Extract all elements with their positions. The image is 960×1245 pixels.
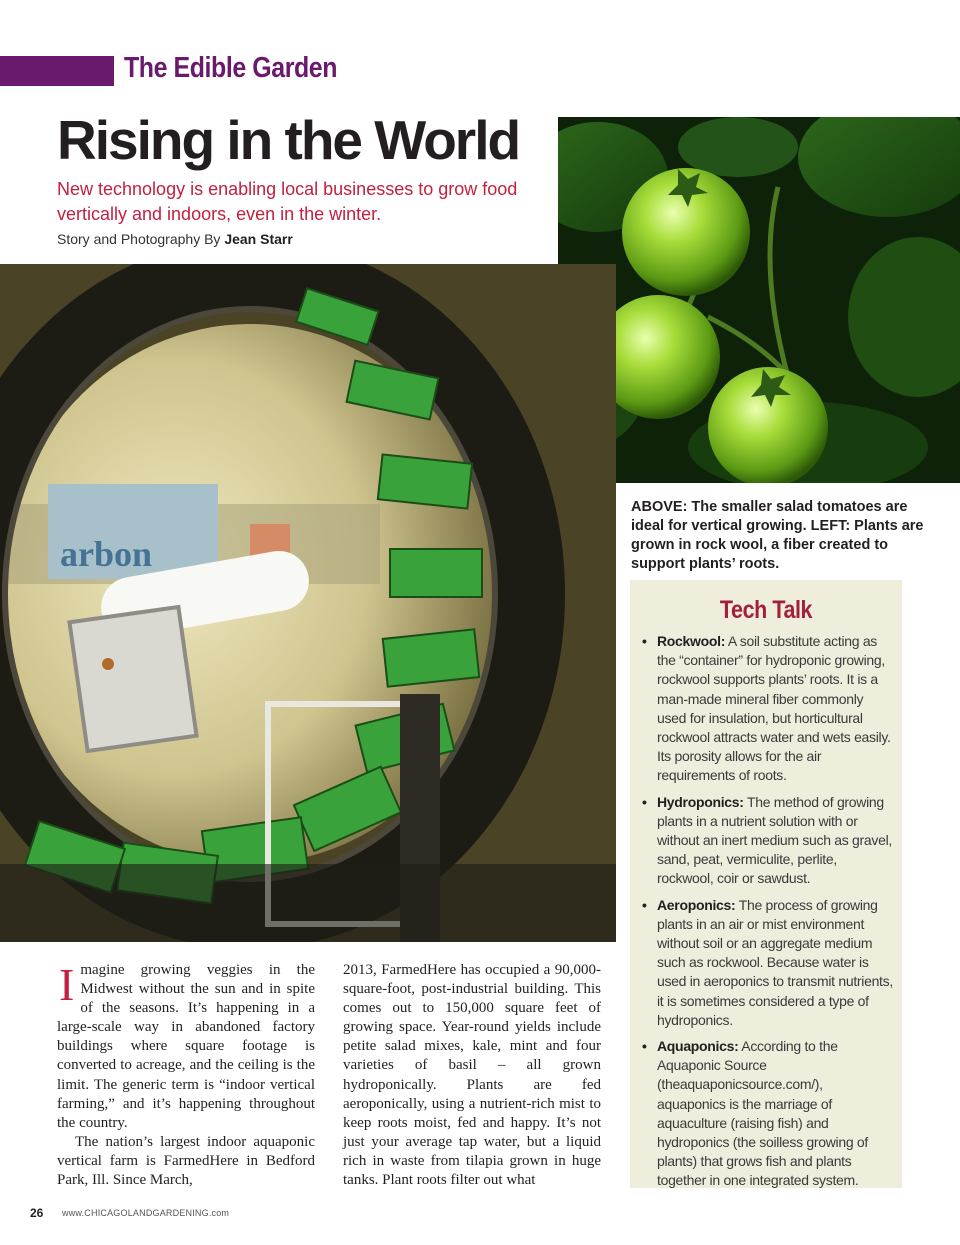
term-hydroponics: Hydroponics: [657, 793, 744, 810]
sign-text: arbon [60, 534, 153, 574]
definition-aeroponics: The process of growing plants in an air or mist environment without soil or an aggregate medium such as rockwool. Because water is used in aeroponics to transmit nutrients, it is sometimes considered a type of hydroponics. [657, 896, 893, 1028]
article-dek: New technology is enabling local businesses to grow food vertically and indoors, even in the winter. [57, 179, 518, 224]
footer-url: www.CHICAGOLANDGARDENING.com [62, 1208, 230, 1218]
byline [57, 231, 293, 247]
bullet-icon: • [642, 633, 647, 649]
definition-rockwool: A soil substitute acting as the “container” for hydroponic growing, rockwool supports plants’ roots. It is a man-made mineral fiber commonly used for insulation, but horticultural rockwool attracts water and wets easily. Its porosity allows for the air requirements of roots. [657, 633, 891, 784]
definition-hydroponics: The method of growing plants in a nutrient solution with or without an inert medium such as gravel, sand, peat, vermiculite, perlite, rockwool, coir or sawdust. [657, 793, 892, 887]
term-aquaponics: Aquaponics: [657, 1038, 739, 1055]
article-headline: Rising in the World [57, 109, 520, 171]
section-color-bar [0, 56, 114, 86]
byline-prefix: Story and Photography By [57, 231, 225, 247]
page-number: 26 [30, 1206, 44, 1220]
section-title: The Edible Garden [124, 52, 338, 84]
tomatoes-photo [558, 117, 960, 483]
term-aeroponics: Aeroponics: [657, 896, 736, 913]
list-item [642, 632, 894, 786]
bullet-icon: • [642, 1038, 647, 1055]
term-rockwool: Rockwool: [657, 633, 726, 649]
list-item [642, 793, 894, 889]
bullet-icon: • [642, 793, 647, 810]
bullet-icon: • [642, 896, 647, 913]
tech-talk-list [642, 632, 894, 1198]
body-paragraph-2: The nation’s largest indoor aquaponic vertical farm is FarmedHere in Bedford Park, Ill. Since March, [57, 1133, 315, 1189]
vertical-farm-photo [0, 264, 616, 942]
sidebar-title: Tech Talk [719, 596, 813, 624]
definition-aquaponics: According to the Aquaponic Source (theaquaponicsource.com/), aquaponics is the marriage of aquaculture (raising fish) and hydroponics (the soilless growing of plants) that grows fish and plants together in one integrated system. [657, 1038, 868, 1189]
body-column-2 [343, 961, 601, 1190]
body-column-1 [57, 961, 315, 1190]
body-paragraph-3: 2013, FarmedHere has occupied a 90,000-square-foot, post-industrial building. This comes out to 150,000 square feet of growing space. Year-round yields include petite salad mixes, kale, mint and four varieties of basil – all grown hydroponically. Plants are fed aeroponically, using a nutrient-rich mist to keep roots moist, fed and happy. It’s not just your average tap water, but a liquid rich in waste from tilapia grown in huge tanks. Plant roots filter out what [343, 962, 601, 1189]
list-item [642, 1037, 894, 1191]
body-paragraph-1: magine growing veggies in the Midwest without the sun and in spite of the seasons. It’s happening in a large-scale way in abandoned factory buildings where square footage is converted to acreage, and the ceiling is the limit. The generic term is “indoor vertical farming,” and it’s happening throughout the country. [57, 962, 315, 1131]
photo-caption: ABOVE: The smaller salad tomatoes are ideal for vertical growing. LEFT: Plants are grown in rock wool, a fiber created to support plants’ roots. [631, 499, 924, 572]
author-name: Jean Starr [224, 231, 293, 247]
tech-talk-sidebar [630, 580, 902, 1188]
drop-cap: I [59, 959, 75, 1010]
list-item [642, 896, 894, 1030]
